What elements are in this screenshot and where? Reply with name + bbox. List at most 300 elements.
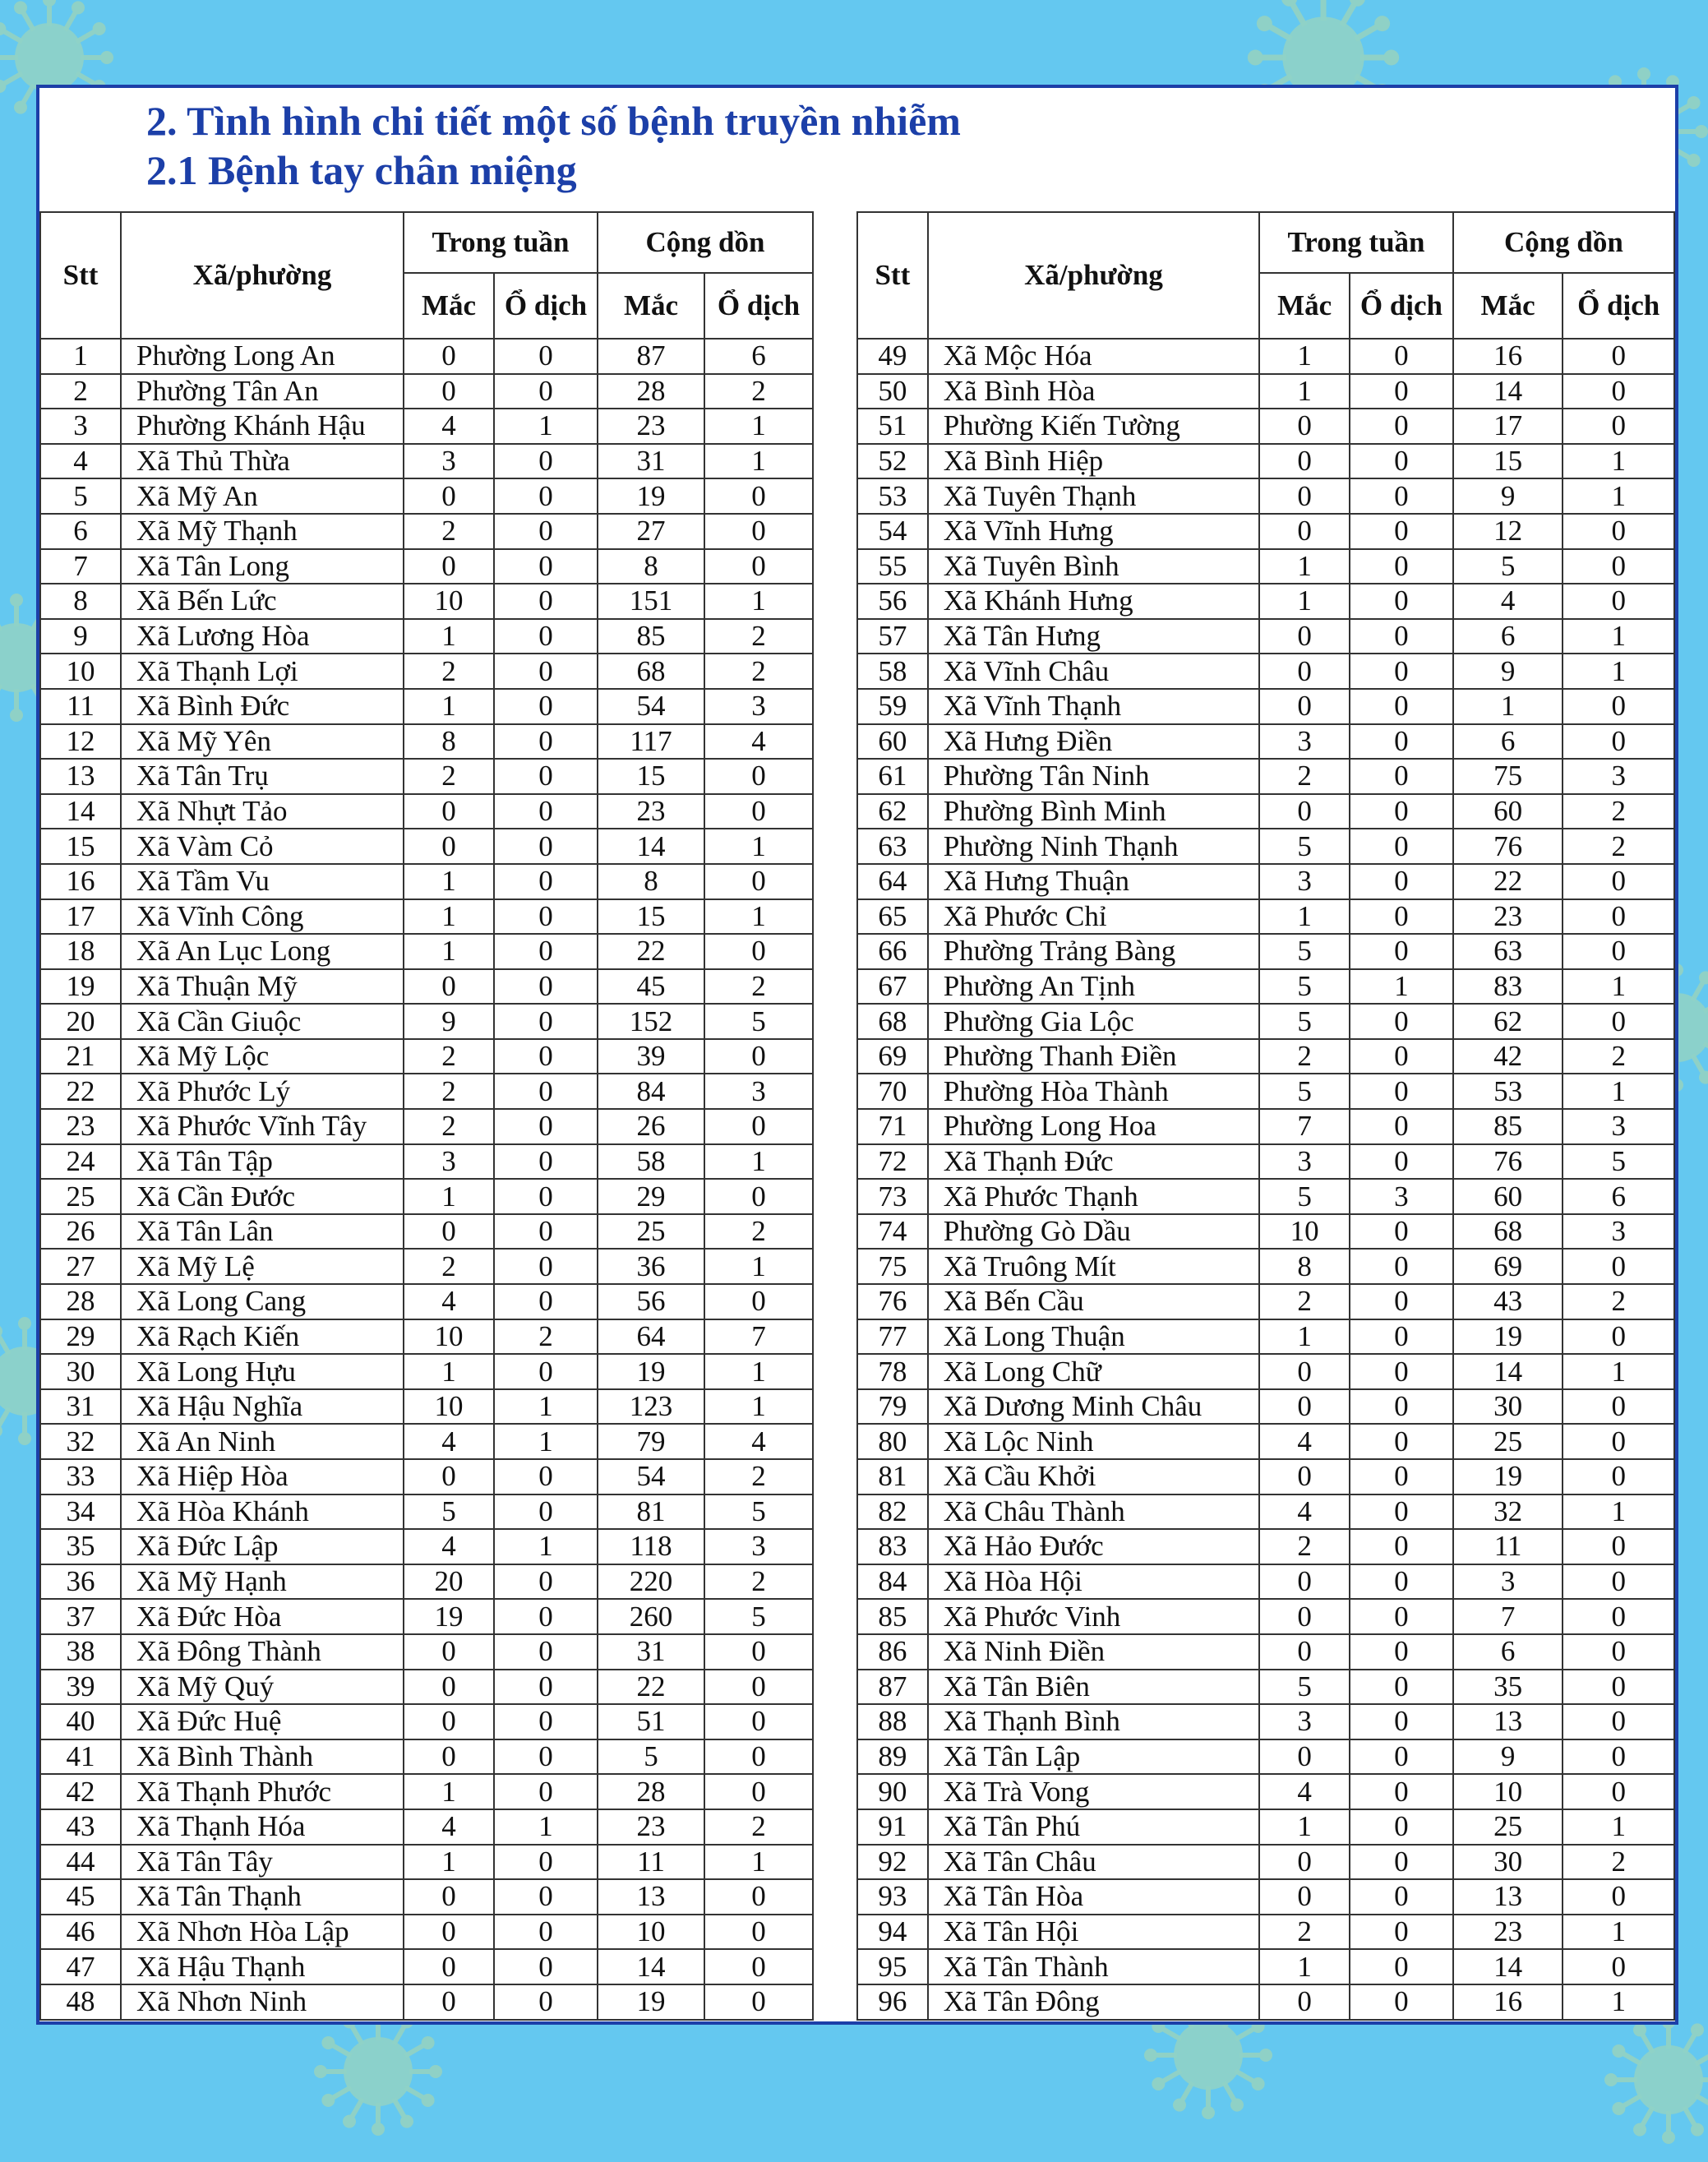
cell-stt: 54	[857, 514, 928, 549]
cell-cumulative-outbreaks: 0	[704, 1949, 813, 1984]
table-row	[40, 339, 813, 374]
cell-ward: Xã Thuận Mỹ	[121, 969, 404, 1005]
cell-cumulative-cases: 260	[598, 1599, 704, 1634]
table-row	[40, 934, 813, 969]
cell-cumulative-cases: 26	[598, 1109, 704, 1144]
cell-weekly-outbreaks: 0	[494, 444, 598, 479]
cell-cumulative-cases: 43	[1453, 1284, 1563, 1319]
table-row	[40, 1845, 813, 1880]
table-row	[857, 1984, 1674, 2020]
cell-cumulative-outbreaks: 1	[1563, 444, 1674, 479]
cell-ward: Xã Bình Đức	[121, 689, 404, 724]
table-row	[857, 969, 1674, 1005]
cell-ward: Xã Tân Tây	[121, 1845, 404, 1880]
cell-cumulative-cases: 83	[1453, 969, 1563, 1005]
cell-weekly-cases: 0	[404, 1984, 494, 2020]
cell-weekly-cases: 0	[404, 1459, 494, 1494]
cell-cumulative-outbreaks: 0	[1563, 374, 1674, 409]
cell-stt: 45	[40, 1879, 121, 1915]
cell-weekly-outbreaks: 0	[494, 1004, 598, 1039]
cell-weekly-outbreaks: 0	[1350, 1879, 1453, 1915]
cell-cumulative-cases: 8	[598, 864, 704, 899]
cell-cumulative-outbreaks: 1	[1563, 1809, 1674, 1845]
cell-ward: Xã Truông Mít	[928, 1249, 1260, 1284]
cell-cumulative-outbreaks: 1	[1563, 1984, 1674, 2020]
table-row	[40, 1179, 813, 1214]
cell-stt: 38	[40, 1634, 121, 1670]
table-row	[857, 1599, 1674, 1634]
cell-cumulative-cases: 117	[598, 724, 704, 760]
cell-weekly-cases: 5	[1259, 829, 1350, 864]
cell-stt: 64	[857, 864, 928, 899]
cell-stt: 25	[40, 1179, 121, 1214]
table-row	[40, 1704, 813, 1739]
table-row	[40, 1039, 813, 1074]
table-row	[40, 584, 813, 619]
table-row	[857, 478, 1674, 514]
cell-cumulative-cases: 23	[598, 409, 704, 444]
cell-weekly-outbreaks: 0	[494, 1670, 598, 1705]
cell-cumulative-outbreaks: 0	[1563, 1004, 1674, 1039]
cell-cumulative-cases: 22	[1453, 864, 1563, 899]
table-row	[857, 794, 1674, 829]
cell-ward: Xã Vĩnh Hưng	[928, 514, 1260, 549]
cell-cumulative-cases: 14	[598, 1949, 704, 1984]
cell-weekly-outbreaks: 3	[1350, 1179, 1453, 1214]
cell-stt: 16	[40, 864, 121, 899]
cell-weekly-outbreaks: 0	[1350, 1354, 1453, 1389]
cell-cumulative-cases: 68	[598, 654, 704, 689]
cell-weekly-cases: 8	[404, 724, 494, 760]
cell-ward: Xã Mỹ An	[121, 478, 404, 514]
cell-ward: Xã Cần Đước	[121, 1179, 404, 1214]
cell-cumulative-cases: 76	[1453, 829, 1563, 864]
table-row	[857, 1424, 1674, 1459]
table-row	[40, 444, 813, 479]
cell-cumulative-cases: 28	[598, 1774, 704, 1809]
cell-stt: 52	[857, 444, 928, 479]
cell-stt: 42	[40, 1774, 121, 1809]
cell-cumulative-cases: 9	[1453, 1739, 1563, 1775]
header-weekly-cases: Mắc	[1259, 273, 1350, 339]
table-row	[857, 1704, 1674, 1739]
cell-cumulative-cases: 13	[598, 1879, 704, 1915]
cell-weekly-cases: 10	[1259, 1214, 1350, 1250]
cell-weekly-cases: 2	[1259, 759, 1350, 794]
cell-cumulative-outbreaks: 0	[704, 1739, 813, 1775]
cell-ward: Xã Mỹ Lệ	[121, 1249, 404, 1284]
cell-weekly-outbreaks: 0	[1350, 759, 1453, 794]
table-row	[40, 1354, 813, 1389]
table-row	[40, 1949, 813, 1984]
cell-cumulative-outbreaks: 2	[704, 1564, 813, 1600]
cell-cumulative-outbreaks: 0	[704, 1774, 813, 1809]
cell-stt: 82	[857, 1494, 928, 1530]
cell-weekly-cases: 0	[404, 794, 494, 829]
cell-cumulative-cases: 85	[598, 619, 704, 654]
cell-cumulative-cases: 5	[598, 1739, 704, 1775]
cell-cumulative-cases: 31	[598, 444, 704, 479]
table-row	[40, 549, 813, 584]
cell-weekly-outbreaks: 0	[494, 654, 598, 689]
cell-cumulative-cases: 14	[1453, 1949, 1563, 1984]
table-row	[40, 1144, 813, 1180]
cell-ward: Xã Dương Minh Châu	[928, 1389, 1260, 1425]
cell-stt: 63	[857, 829, 928, 864]
cell-weekly-outbreaks: 0	[494, 619, 598, 654]
cell-cumulative-cases: 11	[1453, 1529, 1563, 1564]
cell-stt: 88	[857, 1704, 928, 1739]
cell-cumulative-outbreaks: 0	[1563, 1670, 1674, 1705]
cell-cumulative-outbreaks: 0	[704, 514, 813, 549]
cell-stt: 48	[40, 1984, 121, 2020]
cell-weekly-outbreaks: 0	[1350, 549, 1453, 584]
cell-ward: Xã Thủ Thừa	[121, 444, 404, 479]
cell-cumulative-outbreaks: 0	[704, 1039, 813, 1074]
table-row	[857, 1144, 1674, 1180]
cell-cumulative-outbreaks: 0	[1563, 584, 1674, 619]
cell-cumulative-cases: 13	[1453, 1879, 1563, 1915]
cell-weekly-cases: 1	[1259, 374, 1350, 409]
cell-weekly-cases: 0	[1259, 478, 1350, 514]
cell-cumulative-cases: 151	[598, 584, 704, 619]
cell-cumulative-outbreaks: 1	[704, 899, 813, 935]
table-row	[40, 1109, 813, 1144]
cell-ward: Xã Nhơn Hòa Lập	[121, 1915, 404, 1950]
cell-weekly-cases: 0	[1259, 409, 1350, 444]
cell-weekly-cases: 5	[1259, 1179, 1350, 1214]
cell-cumulative-outbreaks: 0	[1563, 1739, 1674, 1775]
table-row	[857, 1249, 1674, 1284]
cell-ward: Phường Gia Lộc	[928, 1004, 1260, 1039]
cell-cumulative-cases: 39	[598, 1039, 704, 1074]
cell-stt: 35	[40, 1529, 121, 1564]
cell-weekly-cases: 10	[404, 1389, 494, 1425]
table-row	[857, 409, 1674, 444]
cell-weekly-cases: 0	[1259, 1564, 1350, 1600]
cell-weekly-outbreaks: 0	[494, 1214, 598, 1250]
cell-weekly-outbreaks: 0	[1350, 1984, 1453, 2020]
cell-stt: 3	[40, 409, 121, 444]
cell-ward: Xã Tân Tập	[121, 1144, 404, 1180]
cell-cumulative-cases: 4	[1453, 584, 1563, 619]
cell-ward: Xã Hưng Thuận	[928, 864, 1260, 899]
cell-stt: 57	[857, 619, 928, 654]
cell-stt: 95	[857, 1949, 928, 1984]
table-row	[857, 724, 1674, 760]
table-row	[857, 934, 1674, 969]
table-row	[857, 1389, 1674, 1425]
cell-weekly-outbreaks: 0	[1350, 1949, 1453, 1984]
section-subtitle: 2.1 Bệnh tay chân miệng	[146, 147, 577, 193]
table-row	[857, 514, 1674, 549]
cell-cumulative-cases: 16	[1453, 339, 1563, 374]
cell-cumulative-outbreaks: 4	[704, 724, 813, 760]
cell-cumulative-outbreaks: 2	[704, 654, 813, 689]
cell-cumulative-outbreaks: 2	[1563, 1039, 1674, 1074]
cell-cumulative-cases: 14	[598, 829, 704, 864]
cell-ward: Xã Rạch Kiến	[121, 1319, 404, 1355]
cell-weekly-outbreaks: 0	[1350, 478, 1453, 514]
cell-cumulative-cases: 30	[1453, 1845, 1563, 1880]
cell-ward: Xã Bến Cầu	[928, 1284, 1260, 1319]
table-row	[40, 1774, 813, 1809]
cell-weekly-outbreaks: 2	[494, 1319, 598, 1355]
cell-stt: 66	[857, 934, 928, 969]
cell-ward: Xã Phước Vinh	[928, 1599, 1260, 1634]
cell-ward: Phường Hòa Thành	[928, 1074, 1260, 1109]
cell-cumulative-outbreaks: 1	[704, 1845, 813, 1880]
cell-cumulative-cases: 7	[1453, 1599, 1563, 1634]
cell-stt: 76	[857, 1284, 928, 1319]
cell-ward: Xã Thạnh Lợi	[121, 654, 404, 689]
cell-stt: 51	[857, 409, 928, 444]
table-row	[40, 619, 813, 654]
cell-stt: 69	[857, 1039, 928, 1074]
cell-weekly-cases: 3	[404, 1144, 494, 1180]
cell-stt: 46	[40, 1915, 121, 1950]
cell-ward: Xã Thạnh Hóa	[121, 1809, 404, 1845]
cell-cumulative-cases: 75	[1453, 759, 1563, 794]
cell-ward: Xã Châu Thành	[928, 1494, 1260, 1530]
table-row	[40, 514, 813, 549]
cell-cumulative-cases: 19	[598, 478, 704, 514]
cell-weekly-outbreaks: 0	[494, 864, 598, 899]
cell-cumulative-outbreaks: 0	[704, 1634, 813, 1670]
cell-weekly-cases: 1	[404, 619, 494, 654]
cell-weekly-outbreaks: 0	[1350, 1670, 1453, 1705]
cell-ward: Phường Gò Dầu	[928, 1214, 1260, 1250]
cell-weekly-cases: 1	[404, 899, 494, 935]
cell-cumulative-cases: 17	[1453, 409, 1563, 444]
table-row	[40, 478, 813, 514]
cell-ward: Xã Long Cang	[121, 1284, 404, 1319]
cell-weekly-outbreaks: 0	[494, 1494, 598, 1530]
cell-stt: 32	[40, 1424, 121, 1459]
cell-cumulative-cases: 35	[1453, 1670, 1563, 1705]
cell-weekly-cases: 0	[404, 1704, 494, 1739]
cell-weekly-outbreaks: 0	[1350, 374, 1453, 409]
cell-stt: 4	[40, 444, 121, 479]
table-row	[40, 654, 813, 689]
cell-weekly-outbreaks: 0	[1350, 1249, 1453, 1284]
cell-cumulative-cases: 62	[1453, 1004, 1563, 1039]
table-row	[40, 1074, 813, 1109]
table-row	[40, 1634, 813, 1670]
cell-ward: Xã Mỹ Yên	[121, 724, 404, 760]
cell-ward: Xã Tân Biên	[928, 1670, 1260, 1705]
cell-cumulative-cases: 1	[1453, 689, 1563, 724]
cell-weekly-outbreaks: 0	[1350, 1039, 1453, 1074]
cell-stt: 58	[857, 654, 928, 689]
table-row	[857, 864, 1674, 899]
cell-weekly-outbreaks: 0	[1350, 1214, 1453, 1250]
cell-stt: 20	[40, 1004, 121, 1039]
cell-weekly-cases: 3	[1259, 724, 1350, 760]
cell-weekly-cases: 1	[404, 689, 494, 724]
cell-ward: Xã Tân Long	[121, 549, 404, 584]
table-row	[40, 1879, 813, 1915]
cell-weekly-cases: 0	[1259, 794, 1350, 829]
cell-cumulative-outbreaks: 0	[704, 759, 813, 794]
cell-weekly-outbreaks: 0	[1350, 1599, 1453, 1634]
cell-cumulative-cases: 9	[1453, 654, 1563, 689]
cell-stt: 31	[40, 1389, 121, 1425]
cell-ward: Phường An Tịnh	[928, 969, 1260, 1005]
table-row	[857, 689, 1674, 724]
cell-stt: 50	[857, 374, 928, 409]
cell-stt: 34	[40, 1494, 121, 1530]
cell-ward: Xã Long Thuận	[928, 1319, 1260, 1355]
cell-cumulative-outbreaks: 0	[704, 1704, 813, 1739]
cell-cumulative-outbreaks: 0	[1563, 549, 1674, 584]
cell-cumulative-cases: 60	[1453, 794, 1563, 829]
header-weekly-outbreaks: Ổ dịch	[1350, 273, 1453, 339]
cell-cumulative-cases: 76	[1453, 1144, 1563, 1180]
cell-cumulative-cases: 13	[1453, 1704, 1563, 1739]
cell-cumulative-outbreaks: 1	[1563, 1494, 1674, 1530]
cell-weekly-cases: 0	[1259, 654, 1350, 689]
cell-cumulative-outbreaks: 2	[704, 1809, 813, 1845]
cell-stt: 59	[857, 689, 928, 724]
cell-weekly-cases: 0	[404, 549, 494, 584]
header-weekly: Trong tuần	[404, 212, 598, 273]
cell-weekly-cases: 2	[1259, 1529, 1350, 1564]
cell-weekly-cases: 4	[404, 409, 494, 444]
cell-weekly-outbreaks: 0	[1350, 864, 1453, 899]
header-ward: Xã/phường	[928, 212, 1260, 339]
cell-cumulative-cases: 10	[1453, 1774, 1563, 1809]
cell-ward: Xã Bình Hòa	[928, 374, 1260, 409]
cell-stt: 12	[40, 724, 121, 760]
cell-stt: 87	[857, 1670, 928, 1705]
cell-weekly-cases: 3	[1259, 1144, 1350, 1180]
cell-weekly-outbreaks: 0	[494, 794, 598, 829]
table-row	[40, 1670, 813, 1705]
cell-weekly-cases: 20	[404, 1564, 494, 1600]
cell-cumulative-cases: 220	[598, 1564, 704, 1600]
cell-weekly-cases: 2	[404, 514, 494, 549]
cell-cumulative-outbreaks: 0	[1563, 1564, 1674, 1600]
cell-ward: Xã Lương Hòa	[121, 619, 404, 654]
cell-ward: Xã Vĩnh Công	[121, 899, 404, 935]
cell-cumulative-outbreaks: 3	[704, 689, 813, 724]
cell-weekly-outbreaks: 0	[494, 759, 598, 794]
cell-cumulative-outbreaks: 2	[1563, 794, 1674, 829]
table-row	[857, 1634, 1674, 1670]
cell-cumulative-cases: 22	[598, 1670, 704, 1705]
header-weekly: Trong tuần	[1259, 212, 1453, 273]
cell-stt: 18	[40, 934, 121, 969]
table-row	[857, 1879, 1674, 1915]
table-row	[857, 1319, 1674, 1355]
cell-cumulative-cases: 56	[598, 1284, 704, 1319]
cell-weekly-outbreaks: 0	[1350, 689, 1453, 724]
cell-weekly-cases: 5	[1259, 934, 1350, 969]
cell-cumulative-cases: 64	[598, 1319, 704, 1355]
cell-stt: 5	[40, 478, 121, 514]
header-cumulative-outbreaks: Ổ dịch	[1563, 273, 1674, 339]
cell-ward: Phường Kiến Tường	[928, 409, 1260, 444]
cell-cumulative-outbreaks: 1	[1563, 654, 1674, 689]
cell-ward: Phường Thanh Điền	[928, 1039, 1260, 1074]
cell-weekly-cases: 0	[1259, 1739, 1350, 1775]
cell-cumulative-cases: 23	[1453, 1915, 1563, 1950]
cell-weekly-cases: 0	[404, 339, 494, 374]
cell-weekly-cases: 0	[404, 1670, 494, 1705]
cell-weekly-outbreaks: 0	[494, 478, 598, 514]
cell-cumulative-outbreaks: 0	[704, 1109, 813, 1144]
cell-cumulative-cases: 6	[1453, 1634, 1563, 1670]
cell-cumulative-cases: 11	[598, 1845, 704, 1880]
cell-cumulative-cases: 54	[598, 1459, 704, 1494]
table-row	[40, 374, 813, 409]
table-row	[40, 724, 813, 760]
cell-weekly-cases: 5	[1259, 969, 1350, 1005]
cell-weekly-outbreaks: 0	[494, 1144, 598, 1180]
cell-weekly-cases: 4	[404, 1424, 494, 1459]
cell-weekly-cases: 0	[404, 1739, 494, 1775]
cell-weekly-outbreaks: 0	[494, 1634, 598, 1670]
cell-cumulative-cases: 19	[598, 1984, 704, 2020]
cell-weekly-outbreaks: 0	[1350, 1074, 1453, 1109]
table-row	[857, 1774, 1674, 1809]
cell-ward: Xã Hòa Khánh	[121, 1494, 404, 1530]
cell-weekly-outbreaks: 1	[494, 1809, 598, 1845]
cell-ward: Xã Phước Chỉ	[928, 899, 1260, 935]
cell-cumulative-outbreaks: 5	[704, 1004, 813, 1039]
cell-cumulative-outbreaks: 5	[704, 1494, 813, 1530]
cell-cumulative-cases: 84	[598, 1074, 704, 1109]
cell-ward: Xã Vĩnh Thạnh	[928, 689, 1260, 724]
cell-cumulative-outbreaks: 0	[704, 549, 813, 584]
cell-stt: 29	[40, 1319, 121, 1355]
cell-weekly-outbreaks: 0	[494, 1074, 598, 1109]
table-row	[857, 374, 1674, 409]
header-ward: Xã/phường	[121, 212, 404, 339]
cell-weekly-outbreaks: 0	[1350, 1564, 1453, 1600]
table-row	[40, 1459, 813, 1494]
cell-cumulative-outbreaks: 0	[1563, 1949, 1674, 1984]
cell-weekly-outbreaks: 0	[1350, 409, 1453, 444]
cell-weekly-cases: 2	[404, 1074, 494, 1109]
cell-stt: 96	[857, 1984, 928, 2020]
cell-weekly-outbreaks: 0	[494, 1599, 598, 1634]
disease-table-right	[856, 211, 1675, 2021]
cell-weekly-outbreaks: 1	[494, 1529, 598, 1564]
header-stt: Stt	[857, 212, 928, 339]
cell-weekly-outbreaks: 0	[494, 1179, 598, 1214]
table-row	[857, 829, 1674, 864]
cell-stt: 92	[857, 1845, 928, 1880]
cell-weekly-cases: 1	[404, 1354, 494, 1389]
cell-weekly-cases: 1	[1259, 1809, 1350, 1845]
cell-weekly-cases: 1	[1259, 584, 1350, 619]
cell-weekly-outbreaks: 0	[494, 1949, 598, 1984]
cell-cumulative-cases: 28	[598, 374, 704, 409]
cell-cumulative-outbreaks: 0	[1563, 1249, 1674, 1284]
cell-weekly-outbreaks: 0	[1350, 619, 1453, 654]
cell-stt: 81	[857, 1459, 928, 1494]
table-row	[40, 1739, 813, 1775]
cell-stt: 21	[40, 1039, 121, 1074]
cell-weekly-outbreaks: 0	[1350, 339, 1453, 374]
cell-weekly-cases: 4	[404, 1809, 494, 1845]
cell-cumulative-cases: 6	[1453, 619, 1563, 654]
cell-cumulative-cases: 31	[598, 1634, 704, 1670]
table-row	[857, 1809, 1674, 1845]
cell-stt: 62	[857, 794, 928, 829]
